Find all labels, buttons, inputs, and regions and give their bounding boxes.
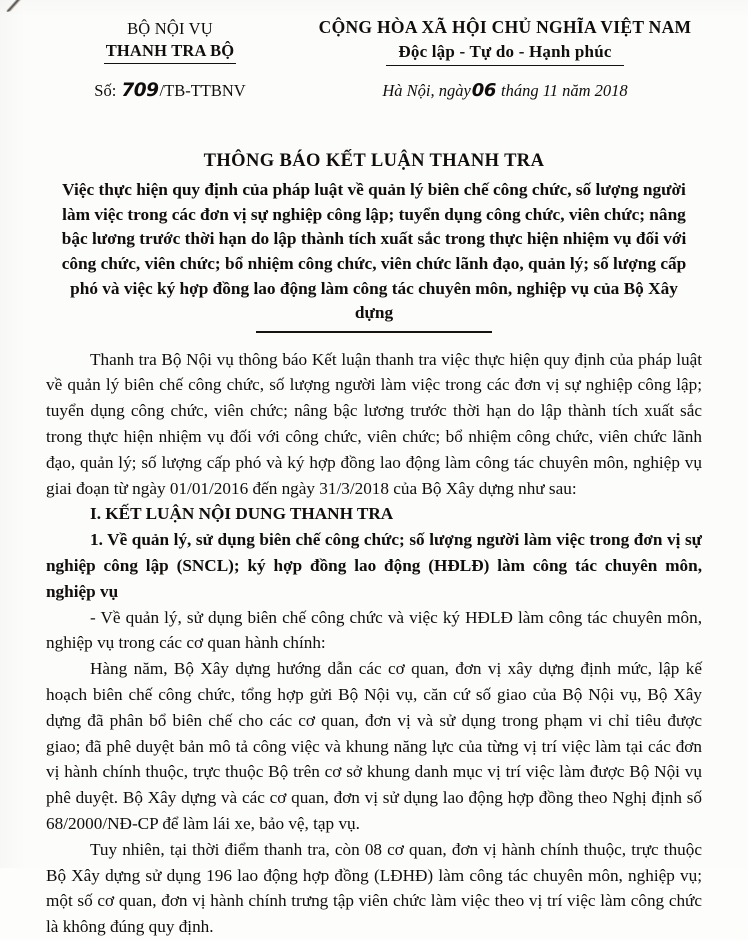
section-heading-i: I. KẾT LUẬN NỘI DUNG THANH TRA xyxy=(90,504,394,524)
ministry-name: BỘ NỘI VỤ xyxy=(127,19,213,38)
document-body xyxy=(46,347,702,940)
document-number-prefix: Số: xyxy=(94,81,117,101)
national-motto-wrap xyxy=(296,40,714,67)
national-motto: Độc lập - Tự do - Hạnh phúc xyxy=(386,40,623,67)
national-heading-block xyxy=(296,14,714,66)
year-value: 2018 xyxy=(594,81,628,101)
document-title: THÔNG BÁO KẾT LUẬN THANH TRA xyxy=(203,151,545,172)
title-block xyxy=(56,149,692,332)
issuing-authority-block xyxy=(44,14,296,64)
letterhead xyxy=(0,0,748,66)
department-name: THANH TRA BỘ xyxy=(104,40,237,64)
paragraph-hang-nam: Hàng năm, Bộ Xây dựng hướng dẫn các cơ quan, đơn vị xây dựng định mức, lập kế hoạch biên chế công chức, tổng hợp gửi Bộ Nội vụ, căn cứ số giao của Bộ Nội vụ, Bộ Xây dựng đã phân bổ biên chế cho các cơ quan, đơn vị và sử dụng trong phạm vi chỉ tiêu được giao; đã phê duyệt bản mô tả công việc và khung năng lực của từng vị trí việc làm tại các đơn vị hành chính thuộc, trực thuộc Bộ trên cơ sở khung danh mục vị trí việc làm được Bộ Nội vụ phê duyệt. Bộ Xây dựng và các cơ quan, đơn vị sử dụng lao động hợp đồng theo Nghị định số 68/2000/NĐ-CP để làm lái xe, bảo vệ, tạp vụ. xyxy=(46,659,702,833)
nation-name: CỘNG HÒA XÃ HỘI CHỦ NGHĨA VIỆT NAM xyxy=(318,17,692,37)
place-prefix: Hà Nội, ngày xyxy=(382,81,471,101)
document-subtitle: Việc thực hiện quy định của pháp luật về quản lý biên chế công chức, số lượng người làm việc trong các đơn vị sự nghiệp công lập; tuyển dụng công chức, viên chức; nâng bậc lương trước thời hạn do lập thành tích xuất sắc trong thực hiện nhiệm vụ đối với công chức, viên chức; bổ nhiệm công chức, viên chức lãnh đạo, quản lý; số lượng cấp phó và việc ký hợp đồng lao động làm công tác chuyên môn, nghiệp vụ của Bộ Xây dựng xyxy=(61,180,687,323)
month-value: 11 xyxy=(542,81,558,101)
document-meta-row xyxy=(0,66,748,101)
year-label: năm xyxy=(562,81,591,101)
subsection-heading-1: 1. Về quản lý, sử dụng biên chế công chức; số lượng người làm việc trong đơn vị sự nghiệp công lập (SNCL); ký hợp đồng lao động (HĐLĐ) làm công tác chuyên môn, nghiệp vụ xyxy=(46,530,702,601)
department-name-wrap xyxy=(44,40,296,64)
document-number-suffix: /TB-TTBNV xyxy=(159,81,246,101)
document-number xyxy=(44,80,296,101)
paragraph-tuy-nhien: Tuy nhiên, tại thời điểm thanh tra, còn 08 cơ quan, đơn vị hành chính thuộc, trực thuộc Bộ Xây dựng sử dụng 196 lao động hợp đồng (LĐHĐ) làm công tác chuyên môn, nghiệp vụ; một số cơ quan, đơn vị hành chính trưng tập viên chức làm việc theo vị trí việc làm công chức là không đúng quy định. xyxy=(46,839,702,937)
place-and-date xyxy=(296,80,714,101)
document-number-value: 709 xyxy=(121,80,159,102)
title-divider xyxy=(256,331,492,333)
day-value: 06 xyxy=(471,80,496,102)
bullet-paragraph-1: - Về quản lý, sử dụng biên chế công chức và việc ký HĐLĐ làm công tác chuyên môn, nghiệp vụ trong các cơ quan hành chính: xyxy=(46,607,702,653)
intro-paragraph: Thanh tra Bộ Nội vụ thông báo Kết luận thanh tra việc thực hiện quy định của pháp luật về quản lý biên chế công chức, số lượng người làm việc trong các đơn vị sự nghiệp công lập; tuyển dụng công chức, viên chức; nâng bậc lương trước thời hạn do lập thành tích xuất sắc trong thực hiện nhiệm vụ đối với công chức, viên chức; bổ nhiệm công chức, viên chức lãnh đạo, quản lý; số lượng cấp phó và ký hợp đồng lao động làm công tác chuyên môn, nghiệp vụ giai đoạn từ ngày 01/01/2016 đến ngày 31/3/2018 của Bộ Xây dựng như sau: xyxy=(46,349,702,498)
month-label: tháng xyxy=(500,81,539,101)
